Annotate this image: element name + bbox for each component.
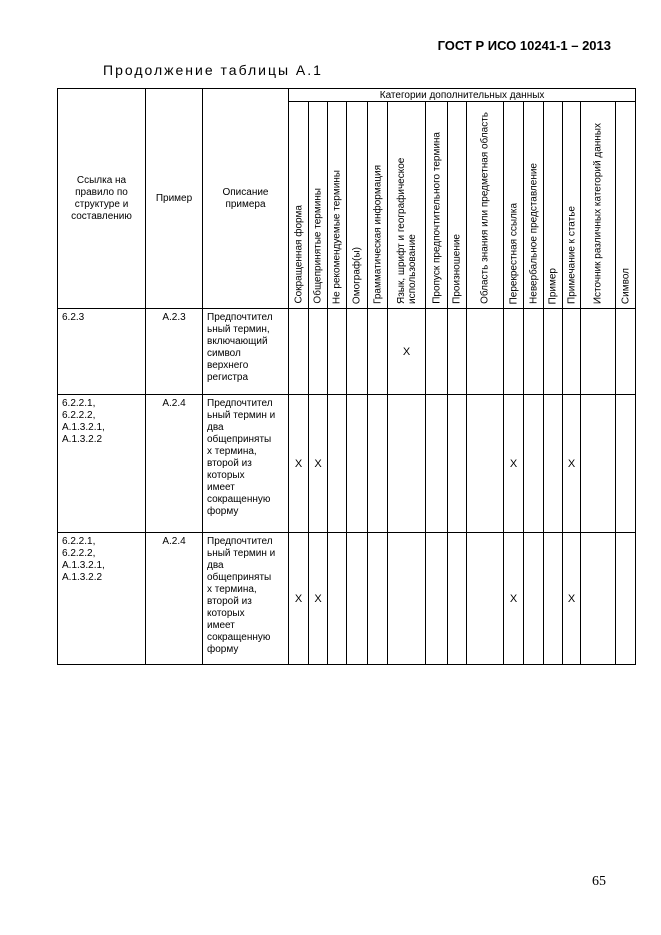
cell-description: [203, 395, 289, 533]
category-mark: [544, 395, 563, 533]
category-label: Символ: [620, 267, 632, 304]
category-mark: [467, 309, 504, 395]
category-mark: [309, 309, 328, 395]
description-line: два: [207, 560, 224, 571]
category-label: Перекрестная ссылка: [508, 202, 519, 304]
category-label: Произношение: [451, 234, 463, 304]
table-row: [58, 309, 636, 395]
category-label: Пропуск предпочтительного термина: [431, 132, 442, 304]
category-label: Пример: [547, 267, 559, 304]
cell-example: A.2.4: [146, 395, 203, 533]
table-row: [58, 395, 636, 533]
category-header: [467, 102, 504, 309]
category-label: Примечание к статье: [566, 206, 577, 304]
cell-ref: [58, 533, 146, 665]
description-line: ьный термин,: [207, 324, 270, 335]
category-header: [309, 102, 328, 309]
category-mark: [448, 533, 467, 665]
category-header: [504, 102, 524, 309]
category-header: [448, 102, 467, 309]
category-mark: [563, 309, 581, 395]
category-mark: [524, 309, 544, 395]
category-mark: X: [309, 395, 328, 533]
table-caption: Продолжение таблицы А.1: [103, 62, 323, 78]
category-mark: X: [289, 395, 309, 533]
category-header: [544, 102, 563, 309]
category-mark: [347, 395, 368, 533]
category-mark: [368, 533, 388, 665]
description-line: общеприняты: [207, 572, 272, 583]
category-mark: [368, 395, 388, 533]
category-mark: [616, 533, 636, 665]
category-label: Грамматическая информация: [372, 165, 383, 304]
category-label: Сокращенная форма: [293, 205, 304, 304]
category-mark: [426, 309, 448, 395]
ref-line: 6.2.2.1,: [62, 536, 96, 547]
category-header: [616, 102, 636, 309]
category-header: [328, 102, 347, 309]
category-mark: [467, 395, 504, 533]
description-line: включающий: [207, 336, 268, 347]
description-line: форму: [207, 506, 239, 517]
category-header: [347, 102, 368, 309]
category-mark: [328, 533, 347, 665]
cell-ref: [58, 309, 146, 395]
category-mark: [448, 395, 467, 533]
cell-ref: [58, 395, 146, 533]
description-line: два: [207, 422, 224, 433]
category-label: Область знания или предметная область: [479, 112, 491, 304]
description-line: второй из: [207, 596, 252, 607]
cell-example: A.2.4: [146, 533, 203, 665]
category-label: Омограф(ы): [351, 246, 363, 304]
ref-line: A.1.3.2.1,: [62, 560, 105, 571]
category-mark: [581, 533, 616, 665]
description-line: общеприняты: [207, 434, 272, 445]
category-mark: [426, 395, 448, 533]
category-mark: [504, 309, 524, 395]
description-line: Предпочтител: [207, 536, 273, 547]
table-body: [58, 309, 636, 665]
category-header: [368, 102, 388, 309]
description-line: Предпочтител: [207, 398, 273, 409]
description-line: ьный термин и: [207, 548, 276, 559]
category-mark: X: [309, 533, 328, 665]
description-line: второй из: [207, 458, 252, 469]
category-mark: [581, 309, 616, 395]
description-line: х термина,: [207, 584, 257, 595]
header-row-group: [58, 89, 636, 102]
ref-line: 6.2.2.1,: [62, 398, 96, 409]
category-mark: X: [388, 309, 426, 395]
category-mark: [388, 533, 426, 665]
category-mark: [616, 309, 636, 395]
category-header: [563, 102, 581, 309]
ref-line: 6.2.2.2,: [62, 410, 96, 421]
ref-line: A.1.3.2.1,: [62, 422, 105, 433]
category-mark: [616, 395, 636, 533]
description-line: сокращенную: [207, 494, 271, 505]
category-mark: [544, 309, 563, 395]
description-line: верхнего: [207, 360, 249, 371]
description-line: символ: [207, 348, 241, 359]
cell-description: [203, 533, 289, 665]
category-mark: [524, 395, 544, 533]
description-line: сокращенную: [207, 632, 271, 643]
category-label: Язык, шрифт и географическое использование: [395, 157, 418, 304]
category-mark: [368, 309, 388, 395]
category-mark: [426, 533, 448, 665]
category-mark: [328, 309, 347, 395]
category-header: [289, 102, 309, 309]
category-mark: [581, 395, 616, 533]
category-label: Общепринятые термины: [312, 188, 324, 304]
category-mark: X: [563, 395, 581, 533]
ref-line: 6.2.3: [62, 312, 85, 323]
category-label: Невербальное представление: [528, 163, 539, 304]
category-mark: [289, 309, 309, 395]
standard-header: ГОСТ Р ИСО 10241-1 – 2013: [437, 38, 611, 53]
description-line: имеет: [207, 482, 235, 493]
description-line: которых: [207, 608, 245, 619]
category-header: [388, 102, 426, 309]
table-row: [58, 533, 636, 665]
description-line: регистра: [207, 372, 249, 383]
category-mark: [388, 395, 426, 533]
cell-description: [203, 309, 289, 395]
category-mark: [467, 533, 504, 665]
category-mark: [544, 533, 563, 665]
category-mark: [524, 533, 544, 665]
header-example: Пример: [146, 89, 203, 309]
categories-table: [57, 88, 636, 665]
category-mark: X: [504, 533, 524, 665]
ref-line: A.1.3.2.2: [62, 434, 103, 445]
category-mark: [328, 395, 347, 533]
category-label: Источник различных категорий данных: [592, 122, 604, 304]
header-description: Описание примера: [203, 89, 289, 309]
header-categories-group: Категории дополнительных данных: [289, 89, 636, 102]
category-mark: X: [504, 395, 524, 533]
cell-example: A.2.3: [146, 309, 203, 395]
category-mark: X: [289, 533, 309, 665]
category-mark: [347, 533, 368, 665]
category-header: [581, 102, 616, 309]
description-line: которых: [207, 470, 245, 481]
category-header: [426, 102, 448, 309]
category-mark: [347, 309, 368, 395]
category-header: [524, 102, 544, 309]
description-line: х термина,: [207, 446, 257, 457]
category-mark: X: [563, 533, 581, 665]
ref-line: 6.2.2.2,: [62, 548, 96, 559]
header-ref: Ссылка на правило по структуре и составлению: [58, 89, 146, 309]
category-label: Не рекомендуемые термины: [331, 169, 343, 304]
description-line: Предпочтител: [207, 312, 273, 323]
ref-line: A.1.3.2.2: [62, 572, 103, 583]
description-line: форму: [207, 644, 239, 655]
page-number: 65: [592, 874, 606, 889]
description-line: имеет: [207, 620, 235, 631]
description-line: ьный термин и: [207, 410, 276, 421]
category-mark: [448, 309, 467, 395]
